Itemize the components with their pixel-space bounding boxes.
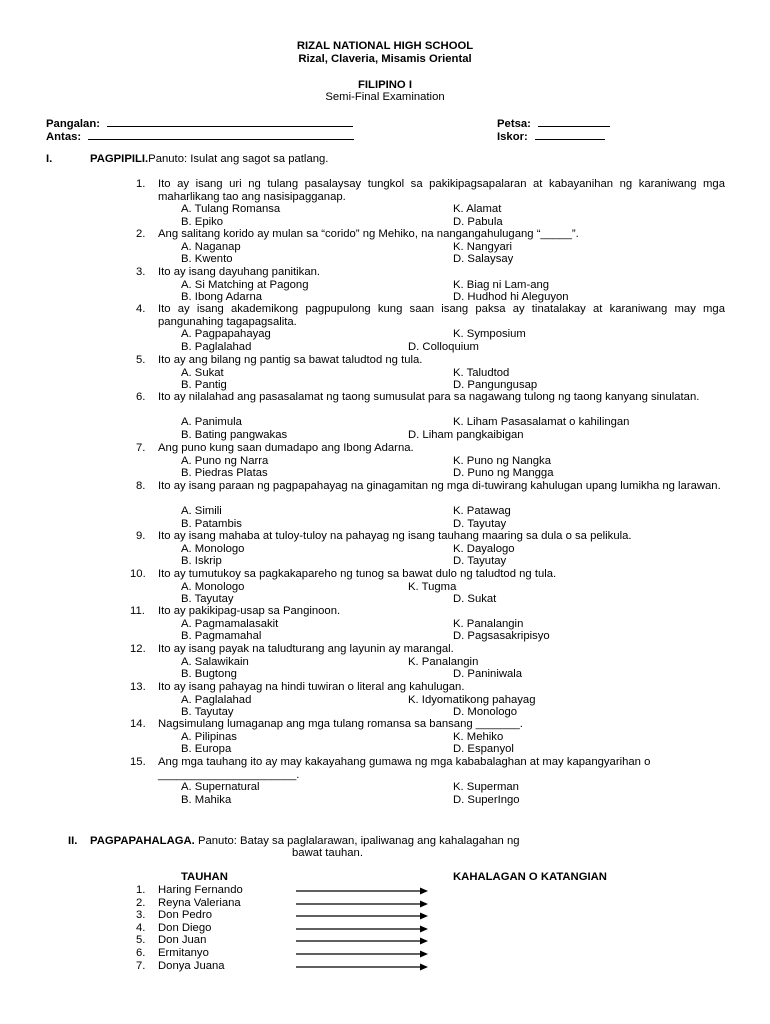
choice-k[interactable]: K. Tugma <box>408 580 457 593</box>
choice-b[interactable]: B. Mahika <box>181 793 232 806</box>
choice-d[interactable]: D. Tayutay <box>453 517 507 530</box>
choice-a[interactable]: A. Simili <box>181 505 222 518</box>
choice-a[interactable]: A. Sukat <box>181 366 224 379</box>
date-blank[interactable] <box>538 116 610 127</box>
part2-instruction-cont: bawat tauhan. <box>292 847 363 859</box>
rank-field <box>46 129 354 144</box>
choice-k[interactable]: K. Panalangin <box>408 655 479 668</box>
choice-b[interactable]: B. Iskrip <box>181 555 222 568</box>
choice-k[interactable]: K. Idyomatikong pahayag <box>408 693 536 706</box>
choice-d[interactable]: D. Liham pangkaibigan <box>408 428 524 441</box>
school-name: RIZAL NATIONAL HIGH SCHOOL <box>296 40 474 52</box>
choice-a[interactable]: A. Supernatural <box>181 781 260 794</box>
character-number: 4. <box>136 921 146 934</box>
arrow-right-icon <box>296 925 428 933</box>
question-text: Nagsimulang lumaganap ang mga tulang romansa sa bansang _______. <box>158 718 523 730</box>
part1-number: I. <box>46 153 53 165</box>
part2-number: II. <box>68 835 78 847</box>
question-text: Ito ay tumutukoy sa pagkakapareho ng tunog sa bawat dulo ng taludtod ng tula. <box>158 568 557 580</box>
question-text: Ang salitang korido ay mulan sa “corido” ng Mehiko, na nangangahulugang “_____”. <box>158 228 579 240</box>
arrow-right-icon <box>296 912 428 920</box>
choice-b[interactable]: B. Bating pangwakas <box>181 428 288 441</box>
name-label: Pangalan: <box>46 118 100 130</box>
choice-k[interactable]: K. Taludtod <box>453 366 510 379</box>
choice-k[interactable]: K. Liham Pasasalamat o kahilingan <box>453 416 630 429</box>
choice-a[interactable]: A. Paglalahad <box>181 693 252 706</box>
rank-blank[interactable] <box>88 129 354 140</box>
school-address: Rizal, Claveria, Misamis Oriental <box>298 53 472 65</box>
choice-k[interactable]: K. Puno ng Nangka <box>453 454 551 467</box>
choice-b[interactable]: B. Tayutay <box>181 706 234 719</box>
arrow-right-icon <box>296 937 428 945</box>
score-field <box>497 129 605 144</box>
question-text: Ito ay ang bilang ng pantig sa bawat taludtod ng tula. <box>158 354 423 366</box>
choice-k[interactable]: K. Biag ni Lam-ang <box>453 278 550 291</box>
choice-d[interactable]: D. Pagsasakripisyo <box>453 630 550 643</box>
character-name: Donya Juana <box>158 959 225 972</box>
question-number: 15. <box>130 756 146 768</box>
choice-b[interactable]: B. Paglalahad <box>181 340 252 353</box>
question-number: 11. <box>130 605 145 617</box>
question-text: Ito ay isang akademikong pagpupulong kung saan isang paksa ay tinatalakay at karaniwang may mga pangunahing tagapagsalita. <box>158 303 725 328</box>
choice-d[interactable]: D. Sukat <box>453 593 497 606</box>
choice-a[interactable]: A. Monologo <box>181 580 245 593</box>
question-number: 7. <box>136 442 146 454</box>
date-label: Petsa: <box>497 118 531 130</box>
question-text: Ito ay isang mahaba at tuloy-tuloy na pahayag ng isang tauhang maaring sa dula o sa pelikula. <box>158 530 632 542</box>
choice-d[interactable]: D. Hudhod hi Aleguyon <box>453 291 569 304</box>
choice-b[interactable]: B. Ibong Adarna <box>181 291 263 304</box>
choice-a[interactable]: A. Si Matching at Pagong <box>181 278 309 291</box>
choice-b[interactable]: B. Tayutay <box>181 593 234 606</box>
choice-a[interactable]: A. Pilipinas <box>181 730 237 743</box>
choice-d[interactable]: D. Colloquium <box>408 340 479 353</box>
arrow-right-icon <box>296 950 428 958</box>
subject-title: FILIPINO I <box>358 79 412 91</box>
choice-k[interactable]: K. Mehiko <box>453 730 504 743</box>
rank-label: Antas: <box>46 131 82 143</box>
choice-a[interactable]: A. Monologo <box>181 542 245 555</box>
question-number: 6. <box>136 391 146 403</box>
part2-instruction: Panuto: Batay sa paglalarawan, ipaliwanag ang kahalagahan ng <box>197 835 520 847</box>
character-number: 2. <box>136 896 146 909</box>
column-header-tauhan: TAUHAN <box>181 871 228 883</box>
choice-d[interactable]: D. SuperIngo <box>453 793 520 806</box>
choice-b[interactable]: B. Europa <box>181 743 232 756</box>
choice-a[interactable]: A. Tulang Romansa <box>181 203 281 216</box>
choice-d[interactable]: D. Espanyol <box>453 743 514 756</box>
choice-k[interactable]: K. Symposium <box>453 328 526 341</box>
character-name: Don Diego <box>158 921 212 934</box>
choice-k[interactable]: K. Panalangin <box>453 617 524 630</box>
question-number: 9. <box>136 530 146 542</box>
question-number: 10. <box>130 568 146 580</box>
question-blank[interactable]: ______________________. <box>158 768 300 781</box>
question-text: Ito ay isang payak na taludturang ang layunin ay marangal. <box>158 643 454 655</box>
name-blank[interactable] <box>107 116 353 127</box>
question-text: Ito ay isang paraan ng pagpapahayag na ginagamitan ng mga di-tuwirang kahulugan upang lumikha ng larawan. <box>158 480 721 492</box>
choice-d[interactable]: D. Salaysay <box>453 253 514 266</box>
character-name: Don Juan <box>158 934 207 947</box>
choice-k[interactable]: K. Alamat <box>453 203 502 216</box>
choice-d[interactable]: D. Pabula <box>453 215 503 228</box>
choice-a[interactable]: A. Naganap <box>181 240 241 253</box>
score-label: Iskor: <box>497 131 528 143</box>
character-name: Ermitanyo <box>158 947 209 959</box>
part1-title: PAGPIPILI. <box>90 153 149 165</box>
question-number: 8. <box>136 480 146 492</box>
choice-d[interactable]: D. Monologo <box>453 706 518 719</box>
part1-heading <box>90 153 328 166</box>
choice-b[interactable]: B. Pantig <box>181 379 227 392</box>
choice-k[interactable]: K. Dayalogo <box>453 542 515 555</box>
choice-b[interactable]: B. Kwento <box>181 253 233 266</box>
question-number: 4. <box>136 303 146 315</box>
choice-a[interactable]: A. Pagpapahayag <box>181 328 271 341</box>
choice-a[interactable]: A. Pagmamalasakit <box>181 617 279 630</box>
choice-b[interactable]: B. Piedras Platas <box>181 467 268 480</box>
column-header-kahalagahan: KAHALAGAN O KATANGIAN <box>453 871 607 883</box>
question-text: Ito ay isang pahayag na hindi tuwiran o literal ang kahulugan. <box>158 681 465 693</box>
question-number: 5. <box>136 354 146 366</box>
choice-k[interactable]: K. Patawag <box>453 505 511 518</box>
character-name: Reyna Valeriana <box>158 896 241 909</box>
choice-b[interactable]: B. Bugtong <box>181 668 237 681</box>
question-text: Ito ay pakikipag-usap sa Panginoon. <box>158 605 341 617</box>
choice-b[interactable]: B. Epiko <box>181 215 224 228</box>
choice-k[interactable]: K. Nangyari <box>453 240 513 253</box>
question-text: Ito ay isang dayuhang panitikan. <box>158 266 321 278</box>
choice-a[interactable]: A. Puno ng Narra <box>181 454 269 467</box>
question-number: 2. <box>136 228 146 240</box>
question-text: Ang mga tauhang ito ay may kakayahang gumawa ng mga kababalaghan at may kapangyarihan o <box>158 756 651 768</box>
score-blank[interactable] <box>535 129 605 140</box>
question-number: 14. <box>130 718 146 730</box>
part2-title: PAGPAPAHALAGA. <box>90 835 195 847</box>
exam-title: Semi-Final Examination <box>325 91 445 103</box>
choice-b[interactable]: B. Pagmamahal <box>181 630 262 643</box>
choice-d[interactable]: D. Paniniwala <box>453 668 523 681</box>
choice-a[interactable]: A. Panimula <box>181 416 242 429</box>
arrow-right-icon <box>296 900 428 908</box>
arrow-right-icon <box>296 887 428 895</box>
question-number: 13. <box>130 681 146 693</box>
question-number: 12. <box>130 643 146 655</box>
choice-d[interactable]: D. Tayutay <box>453 555 507 568</box>
character-name: Haring Fernando <box>158 884 243 896</box>
choice-k[interactable]: K. Superman <box>453 781 519 794</box>
part1-instruction: Panuto: Isulat ang sagot sa patlang. <box>148 153 329 165</box>
character-number: 6. <box>136 947 146 959</box>
choice-b[interactable]: B. Patambis <box>181 517 242 530</box>
character-number: 5. <box>136 934 146 947</box>
character-number: 1. <box>136 884 146 896</box>
choice-d[interactable]: D. Puno ng Mangga <box>453 467 554 480</box>
question-text: Ito ay nilalahad ang pasasalamat ng taong sumusulat para sa nagawang tulong ng taong kanyang sinulatan. <box>158 391 700 403</box>
arrow-right-icon <box>296 963 428 971</box>
character-name: Don Pedro <box>158 909 213 922</box>
question-number: 3. <box>136 266 146 278</box>
question-text: Ito ay isang uri ng tulang pasalaysay tungkol sa pakikipagsapalaran at kabayanihan ng karaniwang mga maharlikang tao ang nasisipagganap. <box>158 178 725 203</box>
choice-d[interactable]: D. Pangungusap <box>453 379 538 392</box>
choice-a[interactable]: A. Salawikain <box>181 655 249 668</box>
character-number: 3. <box>136 909 146 922</box>
question-text: Ang puno kung saan dumadapo ang Ibong Adarna. <box>158 442 414 454</box>
question-number: 1. <box>136 178 146 190</box>
character-number: 7. <box>136 959 146 972</box>
